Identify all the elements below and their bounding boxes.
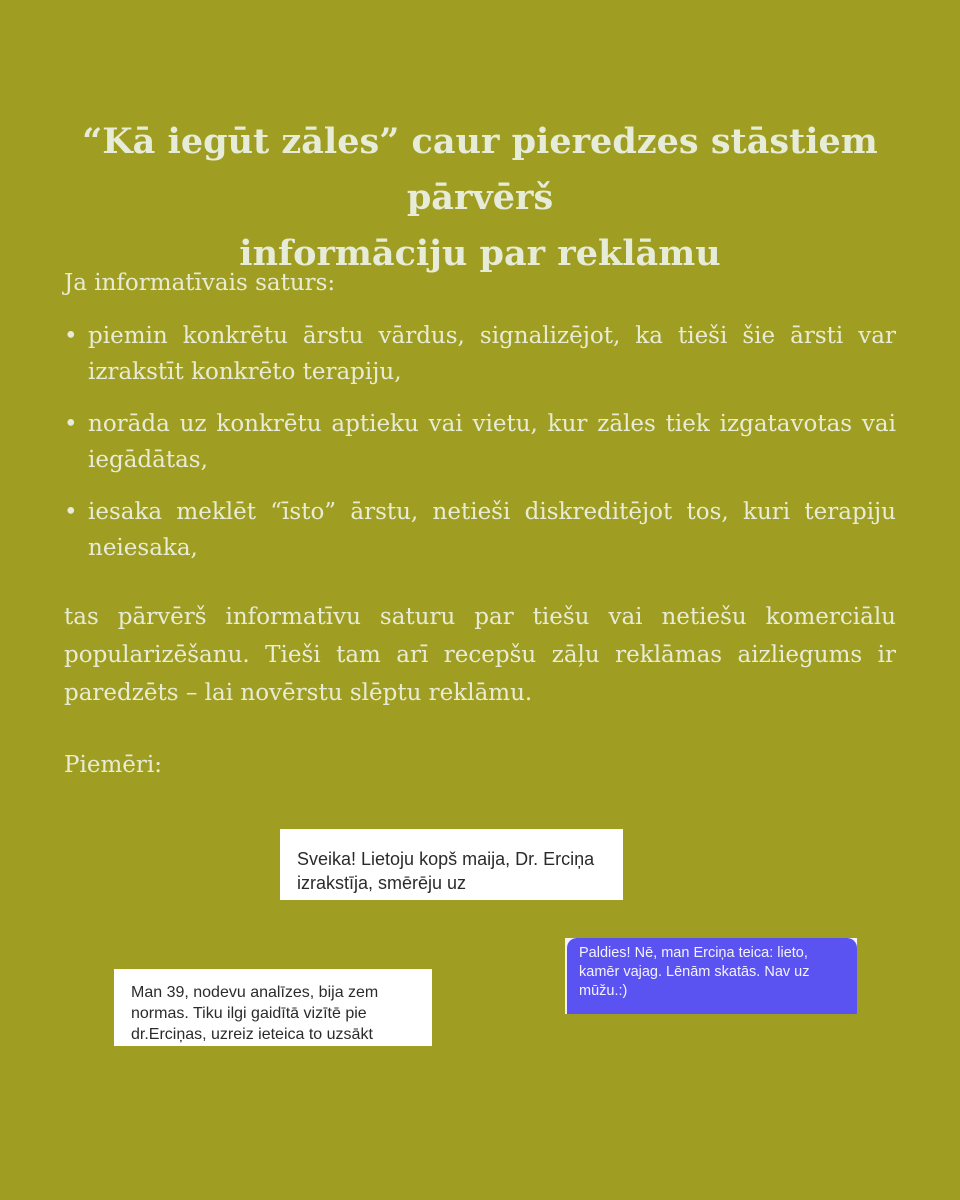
message-screenshot-1 xyxy=(280,829,623,900)
intro-text: Ja informatīvais saturs: xyxy=(64,270,336,296)
title-line-2: informāciju par reklāmu xyxy=(239,233,721,274)
message-text: Sveika! Lietoju kopš maija, Dr. Erciņa izrakstīja, smērēju uz xyxy=(297,849,595,893)
bullet-icon: • xyxy=(64,499,78,525)
message-text: Man 39, nodevu analīzes, bija zem normas. Tiku ilgi gaidītā vizītē pie dr.Erciņas, uzreiz ieteica to uzsākt xyxy=(131,984,379,1043)
message-screenshot-3 xyxy=(565,938,857,1014)
bullet-icon: • xyxy=(64,411,78,437)
message-screenshot-2 xyxy=(114,969,432,1046)
conclusion-paragraph: tas pārvērš informatīvu saturu par tiešu vai netiešu komerciālu popularizēšanu. Tieši tam arī recepšu zāļu reklāmas aizliegums ir paredzēts – lai novērstu slēptu reklāmu. xyxy=(64,604,896,706)
list-item-text: piemin konkrētu ārstu vārdus, signalizējot, ka tieši šie ārsti var izrakstīt konkrēto terapiju, xyxy=(88,323,896,385)
bullet-icon: • xyxy=(64,323,78,349)
list-item xyxy=(64,318,896,390)
list-item-text: iesaka meklēt “īsto” ārstu, netieši diskreditējot tos, kuri terapiju neiesaka, xyxy=(88,499,896,561)
list-item-text: norāda uz konkrētu aptieku vai vietu, kur zāles tiek izgatavotas vai iegādātas, xyxy=(88,411,896,473)
list-item xyxy=(64,494,896,566)
page-title xyxy=(60,114,900,282)
criteria-list xyxy=(64,318,896,582)
message-text: Paldies! Nē, man Erciņa teica: lieto, kamēr vajag. Lēnām skatās. Nav uz mūžu.:) xyxy=(567,938,857,1014)
list-item xyxy=(64,406,896,478)
examples-heading: Piemēri: xyxy=(64,752,162,778)
title-line-1: “Kā iegūt zāles” caur pieredzes stāstiem pārvērš xyxy=(82,121,878,218)
